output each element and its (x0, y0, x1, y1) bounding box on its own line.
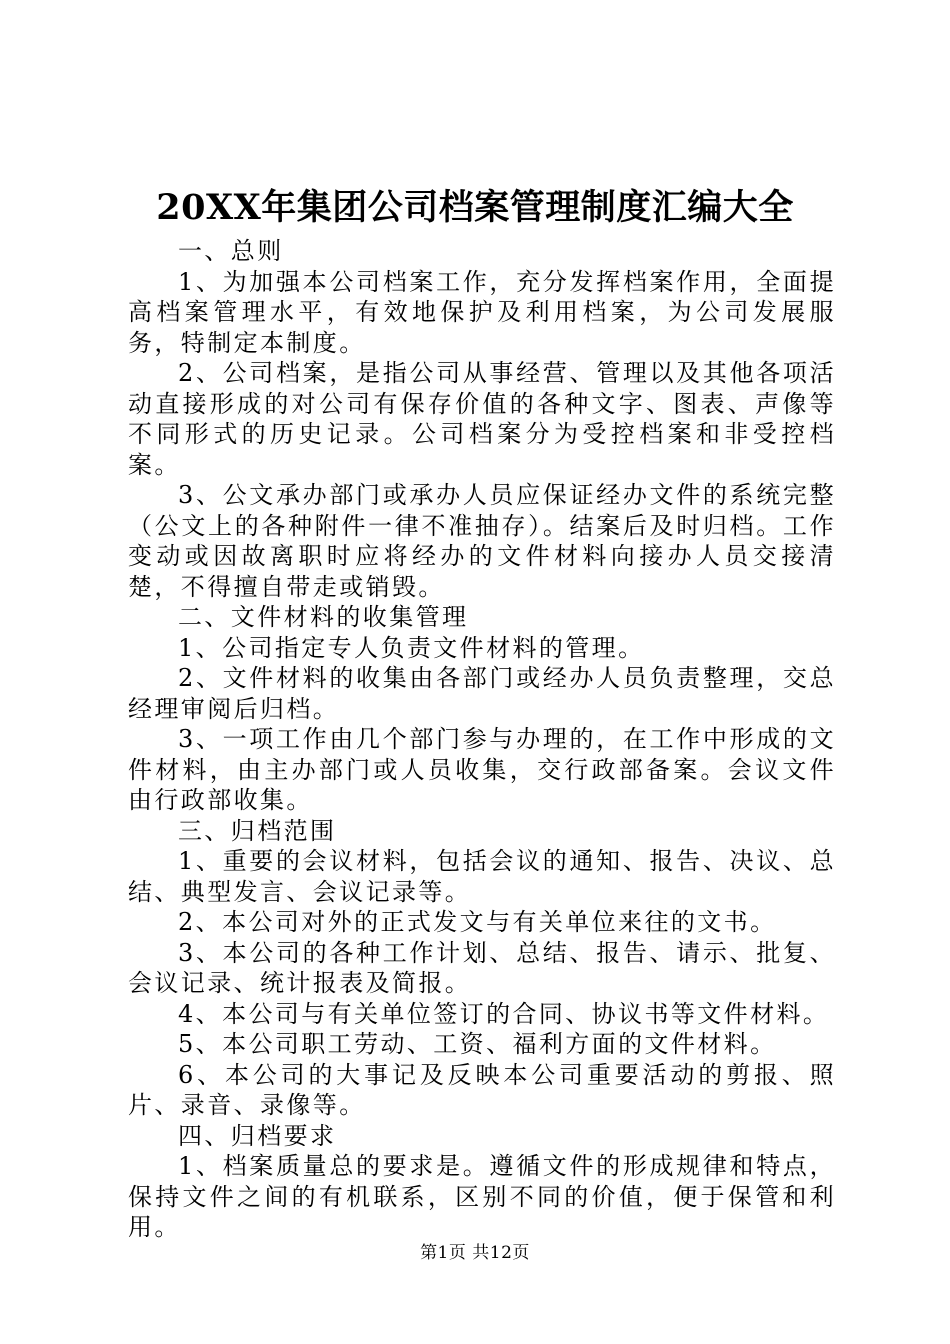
paragraph: 1、公司指定专人负责文件材料的管理。 (178, 633, 645, 662)
paragraph: 1、为加强本公司档案工作，充分发挥档案作用，全面提高档案管理水平，有效地保护及利用档案，为公司发展服务，特制定本制度。 (128, 267, 836, 357)
paragraph: 3、公文承办部门或承办人员应保证经办文件的系统完整（公文上的各种附件一律不准抽存）。结案后及时归档。工作变动或因故离职时应将经办的文件材料向接办人员交接清楚，不得擅自带走或销毁。 (128, 481, 836, 601)
paragraph: 2、文件材料的收集由各部门或经办人员负责整理，交总经理审阅后归档。 (128, 664, 836, 723)
paragraph: 3、本公司的各种工作计划、总结、报告、请示、批复、会议记录、统计报表及简报。 (128, 938, 836, 997)
section-heading-requirements: 四、归档要求 (178, 1121, 337, 1150)
page-number-footer: 第1页 共12页 (420, 1243, 530, 1263)
section-heading-scope: 三、归档范围 (178, 816, 337, 845)
section-heading-general: 一、总则 (178, 237, 284, 265)
paragraph: 2、公司档案，是指公司从事经营、管理以及其他各项活动直接形成的对公司有保存价值的各种文字、图表、声像等不同形式的历史记录。公司档案分为受控档案和非受控档案。 (128, 359, 836, 479)
paragraph: 3、一项工作由几个部门参与办理的，在工作中形成的文件材料，由主办部门或人员收集，交行政部备案。会议文件由行政部收集。 (128, 725, 836, 814)
paragraph: 1、档案质量总的要求是。遵循文件的形成规律和特点，保持文件之间的有机联系，区别不同的价值，便于保管和利用。 (128, 1152, 836, 1241)
section-heading-collection: 二、文件材料的收集管理 (178, 603, 469, 631)
paragraph: 5、本公司职工劳动、工资、福利方面的文件材料。 (178, 1030, 777, 1058)
paragraph: 6、本公司的大事记及反映本公司重要活动的剪报、照片、录音、录像等。 (128, 1060, 836, 1119)
document-body (128, 236, 836, 1243)
paragraph: 4、本公司与有关单位签订的合同、协议书等文件材料。 (178, 999, 830, 1028)
paragraph: 2、本公司对外的正式发文与有关单位来往的文书。 (178, 908, 777, 936)
paragraph: 1、重要的会议材料，包括会议的通知、报告、决议、总结、典型发言、会议记录等。 (128, 847, 836, 906)
document-title: 20XX年集团公司档案管理制度汇编大全 (156, 187, 794, 228)
